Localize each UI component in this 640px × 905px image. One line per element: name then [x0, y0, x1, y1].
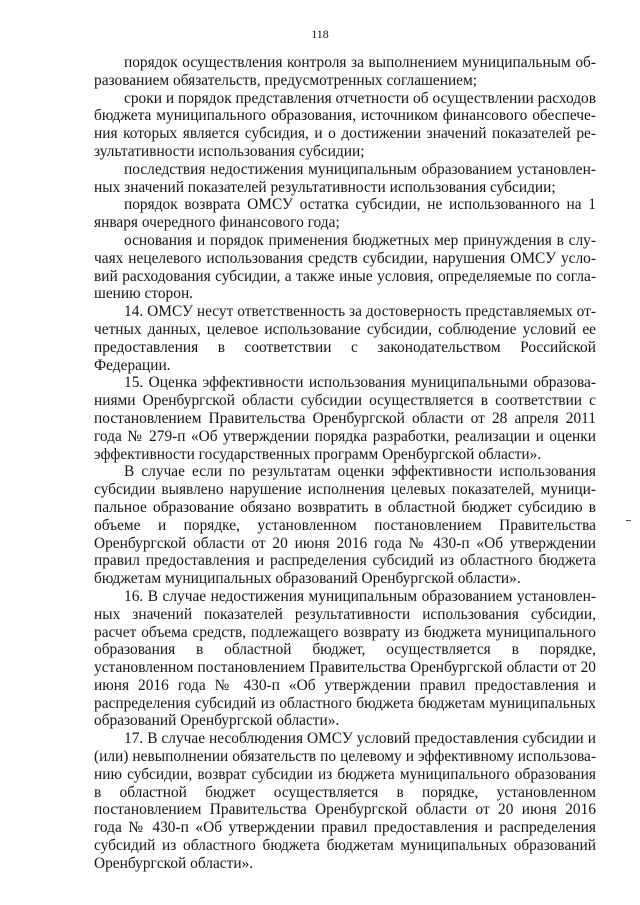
page-number: 118 — [311, 27, 329, 41]
scan-mark — [626, 520, 631, 521]
paragraph-14-responsibility: 14. ОМСУ несут ответственность за достоверность представляемых отчетных данных, целевое использование субсидии, соблюдение условий ее предоставления в соответствии с законодательством Российской Федерации. — [94, 303, 596, 374]
paragraph-control-procedure: порядок осуществления контроля за выполнением муниципальным образованием обязательств, предусмотренных соглашением; — [94, 54, 596, 89]
paragraph-return-procedure: порядок возврата ОМСУ остатка субсидии, не использованного на 1 января очередного финансового года; — [94, 196, 596, 232]
document-body — [94, 54, 596, 873]
paragraph-reporting-deadlines: сроки и порядок представления отчетности об осуществлении расходов бюджета муниципального образования, источником финансового обеспечения которых является субсидия, и о достижении значений показателей результативности использования субсидии; — [94, 89, 596, 160]
paragraph-15-efficiency-assessment: 15. Оценка эффективности использования муниципальными образованиями Оренбургской области субсидии осуществляется в соответствии с постановлением Правительства Оренбургской области от 28 апреля 2011 года № 279-п «Об утверждении порядка разработки, реализации и оценки эффективности государственных программ Оренбургской области». — [94, 374, 596, 463]
paragraph-16-underachievement: 16. В случае недостижения муниципальным образованием установленных значений показателей результативности использования субсидии, расчет объема средств, подлежащего возврату из бюджета муниципального образования в областной бюджет, осуществляется в порядке, установленном постановлением Правительства Оренбургской области от 20 июня 2016 года № 430-п «Об утверждении правил предоставления и распределения субсидий из областного бюджета бюджетам муниципальных образований Оренбургской области». — [94, 587, 596, 730]
paragraph-consequences: последствия недостижения муниципальным образованием установленных значений показателей результативности использования субсидии; — [94, 160, 596, 196]
paragraph-violation-return: В случае если по результатам оценки эффективности использования субсидии выявлено нарушение исполнения целевых показателей, муниципальное образование обязано возвратить в областной бюджет субсидию в объеме и порядке, установленном постановлением Правительства Оренбургской области от 20 июня 2016 года № 430-п «Об утверждении правил предоставления и распределения субсидий из областного бюджета бюджетам муниципальных образований Оренбургской области». — [94, 463, 596, 588]
paragraph-17-noncompliance: 17. В случае несоблюдения ОМСУ условий предоставления субсидии и (или) невыполнении обязательств по целевому и эффективному использованию субсидии, возврат субсидии из бюджета муниципального образования в областной бюджет осуществляется в порядке, установленном постановлением Правительства Оренбургской области от 20 июня 2016 года № 430-п «Об утверждении правил предоставления и распределения субсидий из областного бюджета бюджетам муниципальных образований Оренбургской области». — [94, 730, 596, 872]
paragraph-coercion-measures: основания и порядок применения бюджетных мер принуждения в случаях нецелевого использования средств субсидии, нарушения ОМСУ условий расходования субсидии, а также иные условия, определяемые по соглашению сторон. — [94, 231, 596, 303]
